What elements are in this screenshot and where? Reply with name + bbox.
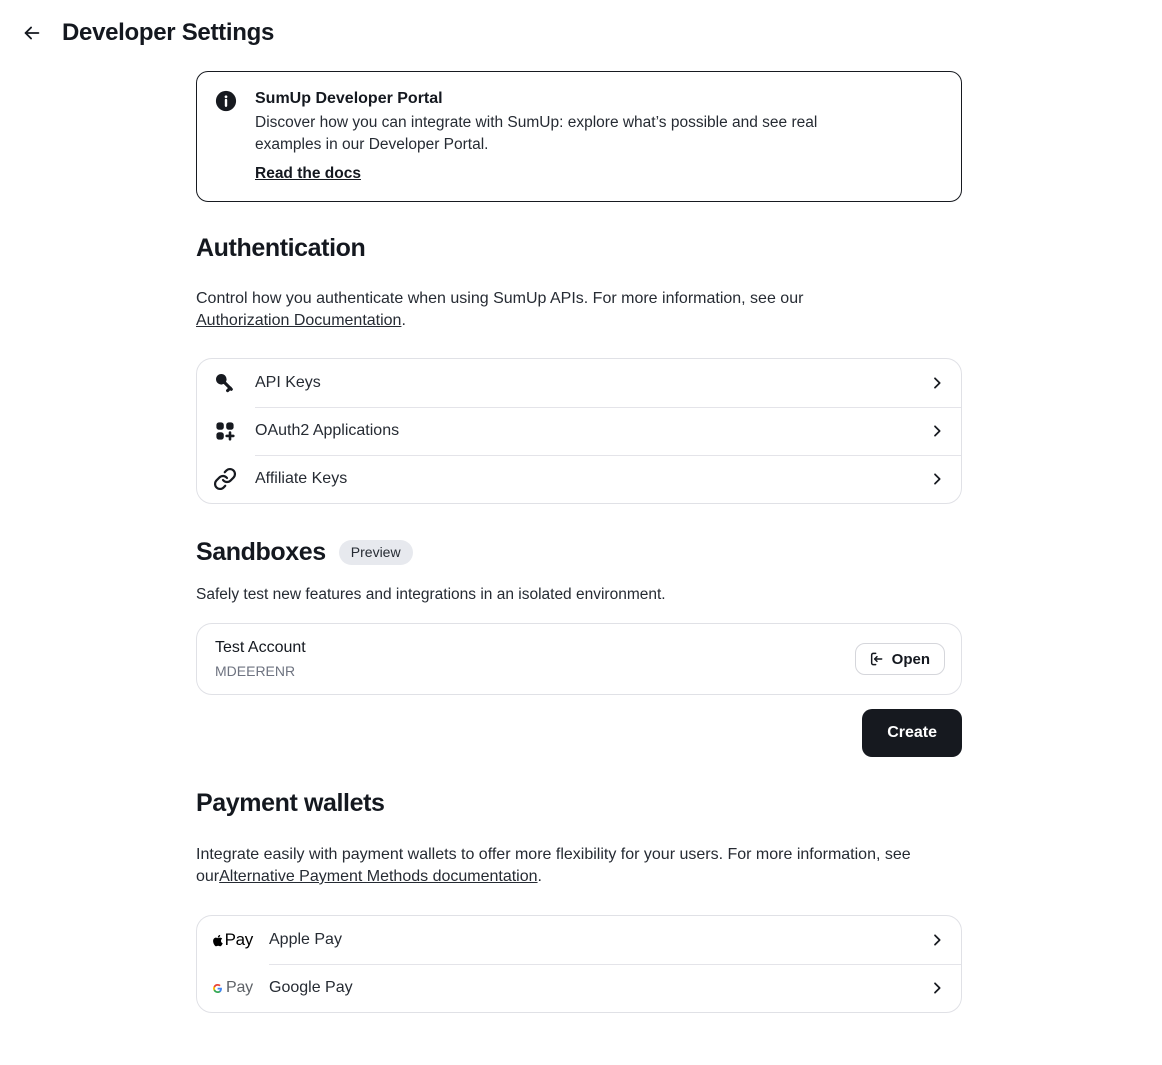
payment-wallets-description <box>196 844 962 888</box>
read-docs-link[interactable]: Read the docs <box>255 165 361 182</box>
sandboxes-heading: Sandboxes <box>196 538 326 566</box>
authentication-heading: Authentication <box>196 234 366 262</box>
auth-desc-text: Control how you authenticate when using SumUp APIs. For more information, see our <box>196 290 804 307</box>
info-body: Discover how you can integrate with SumUp: explore what’s possible and see real examples in our Developer Portal. <box>255 114 818 153</box>
list-item-label: OAuth2 Applications <box>255 422 400 439</box>
sandboxes-heading-row <box>196 538 962 567</box>
chevron-right-icon <box>929 375 945 391</box>
list-item-label: Apple Pay <box>269 931 342 948</box>
sandbox-account-info <box>215 638 306 680</box>
info-box <box>196 71 962 202</box>
page-header <box>0 0 1162 52</box>
list-item-apple-pay[interactable] <box>197 916 961 964</box>
login-icon <box>868 651 884 667</box>
create-button-row <box>196 709 962 757</box>
info-title: SumUp Developer Portal <box>255 90 443 107</box>
link-icon <box>213 467 237 491</box>
list-item-oauth2-applications[interactable] <box>197 407 961 455</box>
apple-pay-wordmark: Pay <box>224 930 253 949</box>
google-pay-wordmark: Pay <box>226 979 253 996</box>
info-content <box>255 88 865 183</box>
list-item-google-pay[interactable] <box>197 964 961 1012</box>
chevron-right-icon <box>929 932 945 948</box>
main-content <box>196 71 962 1013</box>
sandboxes-description: Safely test new features and integrations in an isolated environment. <box>196 586 666 603</box>
page-title: Developer Settings <box>62 19 274 46</box>
key-icon <box>213 371 237 395</box>
chevron-right-icon <box>929 423 945 439</box>
chevron-right-icon <box>929 471 945 487</box>
list-item-label: API Keys <box>255 374 321 391</box>
payment-wallets-heading: Payment wallets <box>196 789 385 817</box>
google-g-icon <box>213 980 222 997</box>
list-item-label: Google Pay <box>269 979 353 996</box>
authentication-description <box>196 288 846 332</box>
authentication-list <box>196 358 962 504</box>
open-button[interactable] <box>855 643 945 675</box>
wallets-desc-period: . <box>537 868 542 885</box>
authorization-documentation-link[interactable]: Authorization Documentation <box>196 312 402 329</box>
account-code: MDEERENR <box>215 663 296 679</box>
back-arrow-icon <box>21 22 43 44</box>
apple-logo-icon <box>213 933 223 948</box>
apps-plus-icon <box>213 419 237 443</box>
apple-pay-logo <box>213 930 253 950</box>
account-name: Test Account <box>215 639 306 656</box>
back-button[interactable] <box>18 19 46 47</box>
auth-desc-period: . <box>401 312 406 329</box>
google-pay-logo <box>213 979 253 997</box>
chevron-right-icon <box>929 980 945 996</box>
info-icon <box>215 90 237 112</box>
list-item-label: Affiliate Keys <box>255 470 348 487</box>
list-item-api-keys[interactable] <box>197 359 961 407</box>
wallets-desc-text: Integrate easily with payment wallets to offer more flexibility for your users. For more information, see our <box>196 846 911 885</box>
alternative-payment-methods-link[interactable]: Alternative Payment Methods documentation <box>219 868 538 885</box>
create-button[interactable]: Create <box>862 709 962 757</box>
open-button-label: Open <box>891 650 930 668</box>
preview-badge: Preview <box>339 540 413 565</box>
payment-wallets-list <box>196 915 962 1013</box>
list-item-affiliate-keys[interactable] <box>197 455 961 503</box>
sandbox-account-card <box>196 623 962 695</box>
